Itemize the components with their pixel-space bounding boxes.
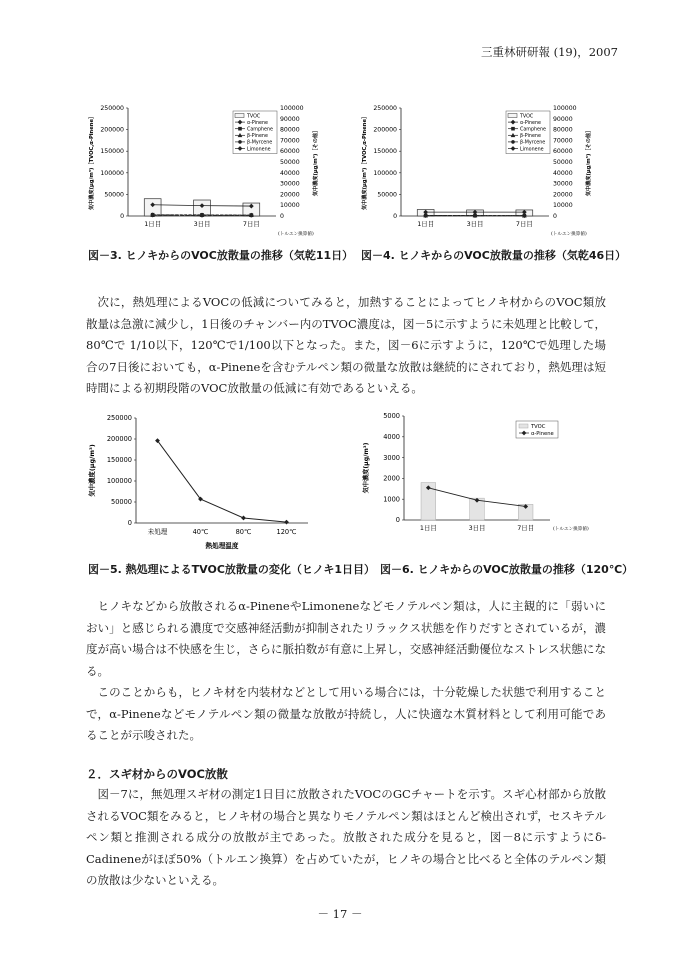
legend-swatch — [235, 114, 244, 118]
legend-label: β-Pinene — [520, 134, 541, 140]
figure-4-svg — [359, 96, 595, 240]
x-tick-label: 40℃ — [192, 528, 209, 536]
y-axis-label: 気中濃度(μg/m³) — [88, 444, 96, 497]
page-number: － 17 － — [317, 907, 363, 921]
legend-label: Limonene — [247, 147, 271, 153]
tvoc-line — [158, 441, 287, 522]
legend-label: α-Pinene — [531, 431, 554, 437]
figure-5-caption: 図－5. 熱処理によるTVOC放散量の変化（ヒノキ1日目） — [88, 563, 376, 576]
paragraph-conclusion: このことからも，ヒノキ材を内装材などとして用いる場合には，十分乾燥した状態で利用することで，α-Pineneなどモノテルペン類の微量な放散が持続し，人に快適な木質材料として利用可能であることが示唆された。 — [86, 685, 606, 742]
x-tick-label: 7日目 — [515, 220, 533, 228]
x-tick-label: 3日目 — [466, 220, 484, 228]
right-axis-label: 気中濃度(μg/m³)［その他］ — [313, 127, 319, 197]
x-tick-label: 1日目 — [419, 524, 437, 532]
figure-3-chart — [86, 96, 322, 240]
paragraph-monoterpenes: ヒノキなどから放散されるα-PineneやLimoneneなどモノテルペン類は，人に主観的に「弱いにおい」と感じられる濃度で交感神経活動が抑制されたリラックス状態を作りだすとされているが，濃度が高い場合は不快感を生じ，さらに脈拍数が有意に上昇し，交感神経活動優位なストレス状態になる。 — [86, 599, 606, 678]
unit-note: (トルエン換算値) — [278, 232, 314, 237]
left-tick-label: 250000 — [373, 105, 397, 112]
x-tick-label: 1日目 — [144, 220, 162, 228]
paragraph-heat-treatment: 次に，熱処理によるVOCの低減についてみると，加熱することによってヒノキ材からのVOC類放散量は急激に減少し，1日後のチャンバー内のTVOC濃度は，図－5に示すように未処理と比較して，80℃で 1/10以下，120℃で1/100以下となった。また，図－6に示すように，120℃で処理した場合の7日後においても，α-Pineneを含むテルペン類の微量な放散は継続的にされており，熱処理は短時間による初期段階のVOC放散量の低減に有効であるといえる。 — [86, 295, 606, 395]
x-tick-label: 120℃ — [276, 528, 297, 536]
right-tick-label: 90000 — [553, 115, 573, 123]
right-tick-label: 70000 — [280, 137, 300, 145]
left-tick-label: 150000 — [373, 148, 397, 156]
legend-label: TVOC — [520, 114, 534, 120]
right-tick-label: 30000 — [280, 180, 300, 188]
legend-marker — [511, 127, 515, 131]
left-axis-label: 気中濃度(μg/m³)［TVOC,α-Pinene］ — [89, 113, 95, 211]
figure-3-caption: 図－3. ヒノキからのVOC放散量の推移（気乾11日） — [88, 249, 354, 262]
left-tick-label: 50000 — [104, 191, 124, 199]
right-tick-label: 0 — [553, 213, 557, 220]
legend-label: β-Pinene — [247, 134, 268, 140]
y-tick-label: 0 — [127, 519, 132, 528]
y-tick-label: 3000 — [383, 453, 400, 462]
section-heading: ２．スギ材からのVOC放散 — [86, 767, 228, 781]
left-axis-label: 気中濃度(μg/m³)［TVOC,α-Pinene］ — [362, 113, 368, 211]
legend-label: β-Myrcene — [520, 140, 546, 146]
right-tick-label: 60000 — [553, 148, 573, 156]
x-tick-label: 80℃ — [235, 528, 252, 536]
figure-5-chart — [86, 410, 316, 558]
right-tick-label: 20000 — [280, 191, 300, 199]
legend-marker — [511, 140, 515, 144]
x-tick-label: 未処理 — [147, 528, 168, 536]
x-axis-label: 熱処理温度 — [205, 542, 239, 550]
right-tick-label: 80000 — [280, 126, 300, 134]
legend-swatch — [508, 114, 517, 118]
left-tick-label: 200000 — [373, 126, 397, 134]
y-tick-label: 2000 — [383, 474, 400, 483]
legend-label: TVOC — [247, 114, 261, 120]
right-tick-label: 10000 — [553, 202, 573, 210]
figure-4-caption: 図－4. ヒノキからのVOC放散量の推移（気乾46日） — [361, 249, 627, 262]
right-tick-label: 90000 — [280, 115, 300, 123]
legend-label: α-Pinene — [520, 120, 541, 126]
figure-3-svg — [86, 96, 322, 240]
figure-6-chart — [360, 410, 600, 538]
right-tick-label: 20000 — [553, 191, 573, 199]
right-tick-label: 100000 — [280, 105, 304, 112]
right-tick-label: 10000 — [280, 202, 300, 210]
figure-4-chart — [359, 96, 595, 240]
y-tick-label: 50000 — [111, 498, 132, 507]
x-tick-label: 3日目 — [468, 524, 486, 532]
left-tick-label: 150000 — [100, 148, 124, 156]
tvoc-point — [284, 520, 289, 525]
right-tick-label: 0 — [280, 213, 284, 220]
left-tick-label: 250000 — [100, 105, 124, 112]
legend-label: Camphene — [247, 127, 273, 133]
right-tick-label: 80000 — [553, 126, 573, 134]
right-tick-label: 60000 — [280, 148, 300, 156]
legend-label: Camphene — [520, 127, 546, 133]
y-tick-label: 200000 — [106, 435, 132, 444]
tvoc-point — [241, 516, 246, 521]
unit-note: (トルエン換算値) — [551, 232, 587, 237]
left-tick-label: 50000 — [377, 191, 397, 199]
right-tick-label: 30000 — [553, 180, 573, 188]
x-tick-label: 7日目 — [517, 524, 535, 532]
legend-label: TVOC — [531, 424, 546, 430]
left-tick-label: 0 — [393, 213, 397, 220]
right-tick-label: 50000 — [280, 159, 300, 166]
right-tick-label: 40000 — [553, 169, 573, 177]
legend-marker — [238, 127, 242, 131]
x-tick-label: 7日目 — [242, 220, 260, 228]
y-tick-label: 4000 — [383, 433, 400, 441]
right-tick-label: 40000 — [280, 169, 300, 177]
figure-6-caption: 図－6. ヒノキからのVOC放散量の推移（120℃） — [380, 563, 634, 576]
left-tick-label: 100000 — [100, 169, 124, 177]
right-tick-label: 70000 — [553, 137, 573, 145]
legend-marker — [238, 140, 242, 144]
right-axis-label: 気中濃度(μg/m³)［その他］ — [586, 127, 592, 197]
left-tick-label: 200000 — [100, 126, 124, 134]
running-header: 三重林研研報 (19)，2007 — [480, 45, 618, 59]
legend-label: α-Pinene — [247, 120, 268, 126]
legend-label: Limonene — [520, 147, 544, 153]
y-tick-label: 1000 — [383, 495, 400, 504]
y-tick-label: 5000 — [383, 412, 400, 421]
legend-label: β-Myrcene — [247, 140, 273, 146]
y-tick-label: 150000 — [106, 456, 132, 465]
left-tick-label: 100000 — [373, 169, 397, 177]
y-tick-label: 250000 — [106, 414, 132, 423]
y-axis-label: 気中濃度(μg/m³) — [363, 442, 370, 494]
unit-note: (トルエン換算値) — [553, 527, 589, 532]
x-tick-label: 3日目 — [193, 220, 211, 228]
left-tick-label: 0 — [120, 213, 124, 220]
right-tick-label: 100000 — [553, 105, 577, 112]
x-tick-label: 1日目 — [417, 220, 435, 228]
figure-5-svg — [86, 410, 316, 558]
paragraph-sugi: 図－7に，無処理スギ材の測定1日目に放散されたVOCのGCチャートを示す。スギ心材部から放散されるVOC類をみると，ヒノキ材の場合と異なりモノテルペン類はほとんど検出されず，セスキテルペン類と推測される成分の放散が主であった。放散された成分を見ると，図－8に示すようにδ-Cadineneがほぼ50%（トルエン換算）を占めていたが，ヒノキの場合と比べると全体のテルペン類の放散は少ないといえる。 — [86, 787, 606, 887]
y-tick-label: 0 — [395, 516, 400, 525]
figure-6-svg — [360, 410, 600, 538]
y-tick-label: 100000 — [106, 477, 132, 486]
right-tick-label: 50000 — [553, 159, 573, 166]
legend-swatch — [519, 424, 528, 428]
